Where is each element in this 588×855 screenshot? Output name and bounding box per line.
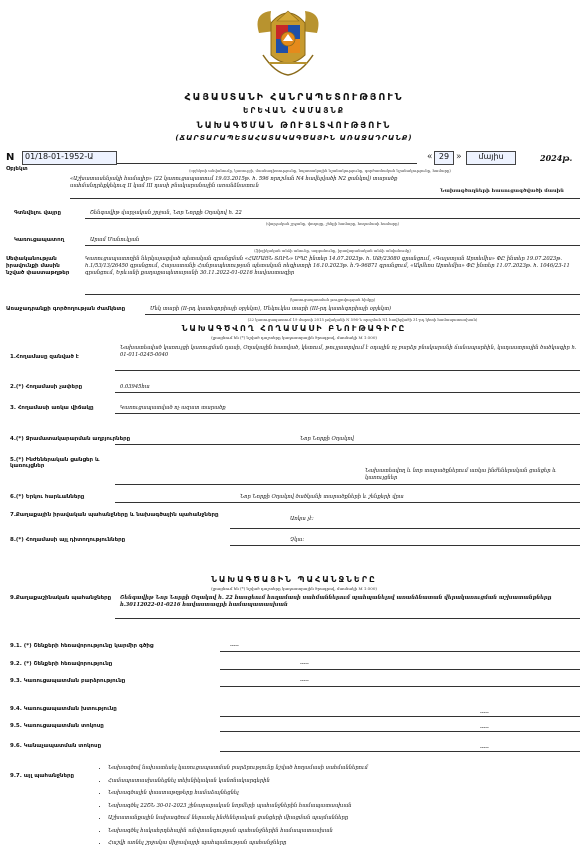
s2-item91-value: ----- — [230, 643, 239, 649]
s1-item6-label: 6.(*) Երկու հարևանները — [10, 494, 85, 500]
s2-item95-label: 9.5. Կառուցապատման տոկոսը — [10, 723, 104, 729]
permit-month-field[interactable]: մայիս — [466, 151, 516, 165]
document-subtitle: (ՃԱՐՏԱՐԱՊԵՏԱՀԱՏԱԿԱԳԾԱՅԻՆ ԱՌԱՋԱԴՐԱՆՔ) — [175, 134, 413, 142]
requirement-item: • Նախագծային փաստաթղթերը համաձայնեցնել — [108, 787, 578, 800]
documents-note: (կառուցապատման թույլտվության հիմքը) — [289, 297, 376, 302]
section2-title: ՆԱԽԱԳԾԱՅԻՆ ՊԱՀԱՆՋՆԵՐԸ — [211, 575, 377, 584]
requirement-item: • Նախագծել 22ՇՆ 30-01-2023 շինարարական նորմերի պահանջներին համապատասխան — [108, 800, 578, 813]
s1-item4-label: 4.(*) Ջրամատակարարման աղբյուրները — [10, 436, 131, 442]
requirement-item: • Համապատասխանեցնել տեխնիկական կանոնակարգերին — [108, 775, 578, 788]
s2-item9-label: 9.Քաղաքաշինական պահանջները — [10, 595, 112, 601]
address-value: Շենգավիթ վարչական շրջան, Նոր Նորքի Օղակով h. 22 — [90, 210, 242, 216]
s1-item8-label: 8.(*) Հողամասի այլ դիտողությունները — [10, 537, 126, 543]
s2-item96-label: 9.6. Կանաչապատման տոկոսը — [10, 743, 102, 749]
validity-value: Մեկ տարի (II-րդ կատեգորիայի օբյեկտ), Մեկուկես տարի (III-րդ կատեգորիայի օբյեկտ) — [150, 306, 392, 312]
s1-item8-value: Չկա: — [290, 537, 305, 543]
s1-item5-label: 5.(*) Ինժեներական ցանցեր և կառույցներ — [10, 457, 100, 469]
s2-item96-value: ----- — [480, 745, 489, 751]
documents-value: Կառուցապատողին ներկայացված պետական գրանցման «ՀԱՄԱՅՆ ՏՈՒՆ» ՍՊԸ ինտեր 14.07.2023թ. h. ՍԹ/23080 գրանցում, «Գալստյան Արտեմիս» ՓԸ ինտեր 19.07.2023թ. h.1/53/13/26450 գրանցում, Հայաստանի Հանրապետության պետական ռեգիստրի 16.10.2023թ. հ.Դ-96871 գրանցում, «Ակմեոս Արտեմիս» ՓԸ ինտեր 11.07.2023թ. h. 1046/23-11 գրանցում, Երևանի քաղաքապետարանի 30.11.2022-01-0216 հավաստագիր — [85, 256, 570, 276]
validity-label: Առաջադրանքի գործողության ժամկետը — [6, 306, 126, 312]
s1-item4-value: Նոր Նորքի Օղակով — [300, 436, 354, 442]
owner-value: Արամ Մանուկյան — [90, 237, 140, 243]
city-title: ԵՐԵՎԱՆ ՀԱՄԱՅՆՔ — [242, 106, 346, 115]
owner-label: Կառուցապատող — [14, 237, 65, 243]
s1-item2-label: 2.(*) Հողամասի չափերը — [10, 384, 83, 390]
permit-day-field[interactable]: 29 — [434, 151, 454, 165]
s1-item7-value: Առկա չէ: — [290, 516, 314, 522]
s2-other-label: 9.7. այլ պահանջները — [10, 773, 75, 779]
object-value: «Աշխատասենյակի համալիր» (22 կառուցապատում 19.03.2015թ. h. 596 որոշման N4 հավելվածի N2 ցանկով) տարածք սահմանդրեքկեկուզ II կամ III դասի բնակարանային առանձնատուն — [70, 176, 398, 189]
s1-item1-label: 1.Հողամասը զանված է — [10, 354, 79, 360]
section1-title: ՆԱԽԱԳԾՎՈՂ ՀՈՂԱՄԱՍԻ ԲՆՈՒԹԱԳԻՐԸ — [181, 324, 407, 333]
requirement-item: • Նախագծել հակահրդեհային անվտանգության պահանջներին համապատասխան — [108, 825, 578, 838]
s2-item94-label: 9.4. Կառուցապատման խտությունը — [10, 706, 117, 712]
s2-item95-value: ----- — [480, 725, 489, 731]
address-label: Գտնվելու վայրը — [14, 210, 61, 216]
requirements-list — [108, 762, 578, 850]
s2-item92-label: 9.2. (*) Շենքերի հեռավորությունը — [10, 661, 113, 667]
permit-year: 2024թ. — [540, 153, 573, 163]
s1-item5-value: Նախատեսվող և նոր տարածքներում առկա ինժեներական ցանցեր և կառույցներ — [365, 468, 557, 481]
s1-item2-value: 0.03945հա — [120, 384, 150, 390]
section1-intro: (լրացնում են (*) նշված դաշտերը կադաստրային ծրագրով, մասնակի M 1:500) — [211, 335, 377, 340]
s2-item93-label: 9.3. Կառուցապատման բարձրությունը — [10, 678, 126, 684]
permit-number-label: N — [6, 152, 15, 163]
coat-of-arms-emblem — [251, 3, 325, 81]
documents-label: Սեփականության իրավունքի մասին նշված փաստաթղթեր — [6, 256, 70, 276]
s1-item7-label: 7.Քաղաքային իրավական պահանջները և նախագծային պահանջները — [10, 512, 219, 518]
s2-item93-value: ----- — [300, 678, 309, 684]
s2-item91-label: 9.1. (*) Շենքերի հեռավորությունը կարմիր գծից — [10, 643, 154, 649]
validity-note: (22 կառուցապատում 19 մարտի 2015 թվականի N 596-Ն որոշման N1 հավելվածի 31-րդ կետի համապատասխան) — [247, 317, 478, 322]
object-label: Օբյեկտ — [6, 166, 28, 172]
s2-item92-value: ----- — [300, 661, 309, 667]
s1-item1-value: Նախատեսված կառույցի կառուցման դասի, Օղակային հատված, կետում, թույլատրվում է օդային ոչ բարձր բնակարանի ճանապարհին, կադաստրային ծածկագիր h. 01-011-0245-0040 — [120, 345, 577, 358]
s2-item94-value: ----- — [480, 710, 489, 716]
s1-item3-label: 3. Հողամասի առկա վիճակը — [10, 405, 94, 411]
s1-item6-value: Նոր Նորքի Օղակով ծածկանի տարածքների և շենքերի վրա — [240, 494, 404, 500]
s1-item3-value: Կառուցապատված ոչ ազատ տարածք — [120, 405, 226, 411]
requirement-item: • Աշխատանքային նախագծում ներառել ինժեներական ցանցերի միացման պայմանները — [108, 812, 578, 825]
section2-intro: (լրացնում են (*) նշված դաշտերը կադաստրային ծրագրով, մասնակի M 1:500) — [211, 586, 377, 591]
permit-number-field[interactable]: 01/18-01-1952-Ա — [22, 151, 117, 165]
requirement-item: • Նախագծով նախատեսել կառուցապատման բարձրությունը նշված հողամասի սահմաններում — [108, 762, 578, 775]
country-title: ՀԱՅԱՍՏԱՆԻ ՀԱՆՐԱՊԵՏՈՒԹՅՈՒՆ — [184, 92, 404, 103]
address-note: (վարչական շրջանը, փողոցը, շենքի համարը, հողամասի համարը) — [265, 221, 400, 226]
requirement-item: • Հաշվի առնել շրջակա միջավայրի պահպանության պահանջները — [108, 837, 578, 850]
object-right-note: Նախագծողների հասուցագծվածի մասին — [440, 188, 564, 194]
s2-item9-value: Շենգավիթ Նոր Նորքի Օղակով h. 22 հասցեում հողամասի սահմաններում պահպանելով առանձնատան վերակառուցման աշխատանքները հ.30112022-01-0216 հավաստագրի համապատասխան — [120, 595, 552, 608]
document-title: ՆԱԽԱԳԾՄԱՆ ԹՈՒՅԼՏՎՈՒԹՅՈՒՆ — [196, 121, 392, 131]
object-note: (օբյեկտի անվանումը, կառույցի, մասնագիտությունը, նպատակային նշանակությունը, գործառնական նշանակությունը, համարը) — [189, 168, 451, 173]
owner-note: (ֆիզիկական անձի անունը, ազգանունը, իրավաբանական անձի անվանումը) — [254, 248, 411, 253]
